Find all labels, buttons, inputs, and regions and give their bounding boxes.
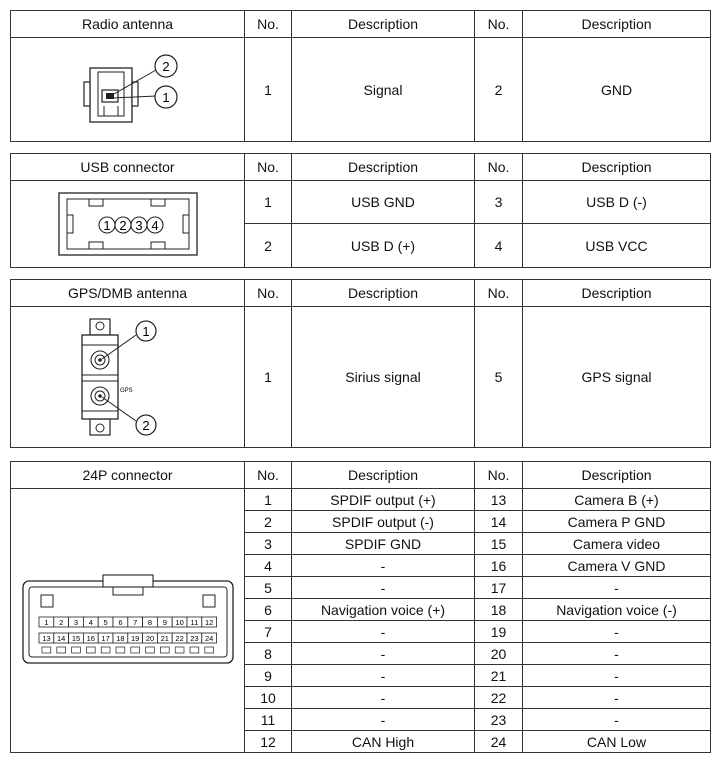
- pin-no: 13: [475, 489, 523, 511]
- pin-description: Navigation voice (-): [523, 599, 711, 621]
- pin-description: -: [523, 577, 711, 599]
- pin-description: -: [523, 643, 711, 665]
- pin-description: -: [523, 709, 711, 731]
- pin-description: -: [292, 665, 475, 687]
- pin-description: -: [292, 621, 475, 643]
- usb-callout-4: 4: [150, 218, 159, 233]
- no-header: No.: [475, 462, 523, 489]
- pin-label: 12: [204, 617, 213, 627]
- gps-port-label: GPS: [119, 388, 133, 394]
- radio-antenna-title: Radio antenna: [11, 11, 245, 38]
- pin-no: 12: [245, 731, 292, 753]
- pin-description: SPDIF output (+): [292, 489, 475, 511]
- pin-no: 3: [245, 533, 292, 555]
- description-header: Description: [523, 462, 711, 489]
- gps-dmb-antenna-drawing: [68, 309, 188, 445]
- pin-no: 21: [475, 665, 523, 687]
- pin-no: 18: [475, 599, 523, 621]
- no-header: No.: [475, 11, 523, 38]
- description-header: Description: [292, 462, 475, 489]
- pin-description: Camera P GND: [523, 511, 711, 533]
- pin-no: 1: [245, 38, 292, 142]
- pin-label: 14: [56, 633, 65, 643]
- pin-no: 1: [245, 307, 292, 448]
- pin-description: Camera B (+): [523, 489, 711, 511]
- pin-label: 19: [130, 633, 139, 643]
- gps-dmb-antenna-title: GPS/DMB antenna: [11, 280, 245, 307]
- pin-label: 2: [58, 617, 63, 627]
- usb-callout-2: 2: [118, 218, 127, 233]
- usb-connector-diagram: [11, 181, 245, 268]
- pin-description: Signal: [292, 38, 475, 142]
- pin-no: 5: [245, 577, 292, 599]
- pin-no: 8: [245, 643, 292, 665]
- pin-label: 6: [117, 617, 122, 627]
- pin-no: 15: [475, 533, 523, 555]
- pin-label: 24: [204, 633, 213, 643]
- pin-label: 1: [43, 617, 48, 627]
- pin-label: 18: [115, 633, 125, 643]
- pin-description: Navigation voice (+): [292, 599, 475, 621]
- pin-description: SPDIF output (-): [292, 511, 475, 533]
- pin-description: -: [292, 555, 475, 577]
- no-header: No.: [245, 11, 292, 38]
- pin-label: 8: [147, 617, 152, 627]
- callout-2-label: 2: [161, 58, 170, 74]
- pin-description: SPDIF GND: [292, 533, 475, 555]
- pin-description: GPS signal: [523, 307, 711, 448]
- pin-label: 17: [100, 633, 110, 643]
- pin-no: 14: [475, 511, 523, 533]
- no-header: No.: [475, 280, 523, 307]
- pin-no: 5: [475, 307, 523, 448]
- pin-no: 9: [245, 665, 292, 687]
- gps-callout-2: 2: [141, 418, 150, 433]
- 24p-connector-diagram: [11, 489, 245, 753]
- pin-label: 16: [86, 633, 95, 643]
- pin-label: 13: [41, 633, 51, 643]
- no-header: No.: [475, 154, 523, 181]
- pin-label: 4: [88, 617, 93, 627]
- description-header: Description: [523, 154, 711, 181]
- description-header: Description: [292, 280, 475, 307]
- pin-no: 2: [475, 38, 523, 142]
- pin-description: Camera video: [523, 533, 711, 555]
- pin-label: 11: [190, 617, 198, 627]
- usb-callout-3: 3: [134, 218, 143, 233]
- pin-description: USB GND: [292, 181, 475, 224]
- pin-no: 17: [475, 577, 523, 599]
- pin-no: 11: [245, 709, 292, 731]
- gps-dmb-antenna-table: [10, 279, 711, 448]
- pin-no: 7: [245, 621, 292, 643]
- pin-no: 3: [475, 181, 523, 224]
- pin-no: 4: [245, 555, 292, 577]
- pin-no: 23: [475, 709, 523, 731]
- pin-label: 22: [174, 633, 184, 643]
- pin-label: 5: [103, 617, 108, 627]
- no-header: No.: [245, 280, 292, 307]
- pin-label: 23: [189, 633, 199, 643]
- pin-description: -: [523, 687, 711, 709]
- pin-description: GND: [523, 38, 711, 142]
- pin-label: 20: [145, 633, 154, 643]
- pin-no: 2: [245, 224, 292, 268]
- pin-description: -: [292, 687, 475, 709]
- pin-no: 24: [475, 731, 523, 753]
- pin-no: 1: [245, 181, 292, 224]
- pin-description: -: [292, 577, 475, 599]
- pin-description: CAN High: [292, 731, 475, 753]
- gps-dmb-antenna-diagram: [11, 307, 245, 448]
- usb-connector-table: [10, 153, 711, 268]
- pin-no: 20: [475, 643, 523, 665]
- pin-label: 21: [160, 633, 169, 643]
- pin-no: 1: [245, 489, 292, 511]
- radio-antenna-table: [10, 10, 711, 142]
- pin-description: CAN Low: [523, 731, 711, 753]
- pin-label: 15: [71, 633, 80, 643]
- pin-label: 7: [132, 617, 137, 627]
- pin-no: 4: [475, 224, 523, 268]
- callout-1-label: 1: [161, 89, 170, 105]
- radio-antenna-connector-drawing: [48, 42, 208, 138]
- description-header: Description: [523, 280, 711, 307]
- pin-label: 9: [162, 617, 167, 627]
- pin-description: USB VCC: [523, 224, 711, 268]
- 24p-connector-title: 24P connector: [11, 462, 245, 489]
- 24p-connector-table: [10, 461, 711, 753]
- pin-no: 22: [475, 687, 523, 709]
- radio-antenna-diagram: [11, 38, 245, 142]
- pin-description: USB D (+): [292, 224, 475, 268]
- description-header: Description: [523, 11, 711, 38]
- usb-connector-drawing: [53, 187, 203, 261]
- pin-description: -: [523, 621, 711, 643]
- pin-no: 6: [245, 599, 292, 621]
- pin-description: -: [523, 665, 711, 687]
- pin-description: USB D (-): [523, 181, 711, 224]
- pin-label: 10: [174, 617, 184, 627]
- pin-label: 3: [73, 617, 78, 627]
- description-header: Description: [292, 11, 475, 38]
- pin-no: 19: [475, 621, 523, 643]
- no-header: No.: [245, 462, 292, 489]
- pin-description: -: [292, 643, 475, 665]
- pin-description: -: [292, 709, 475, 731]
- usb-callout-1: 1: [102, 218, 111, 233]
- pin-no: 16: [475, 555, 523, 577]
- table-row: [11, 489, 711, 511]
- usb-connector-title: USB connector: [11, 154, 245, 181]
- pin-description: Camera V GND: [523, 555, 711, 577]
- pin-description: Sirius signal: [292, 307, 475, 448]
- description-header: Description: [292, 154, 475, 181]
- 24p-connector-drawing: [19, 573, 237, 669]
- gps-callout-1: 1: [141, 324, 150, 339]
- pin-no: 2: [245, 511, 292, 533]
- no-header: No.: [245, 154, 292, 181]
- pin-no: 10: [245, 687, 292, 709]
